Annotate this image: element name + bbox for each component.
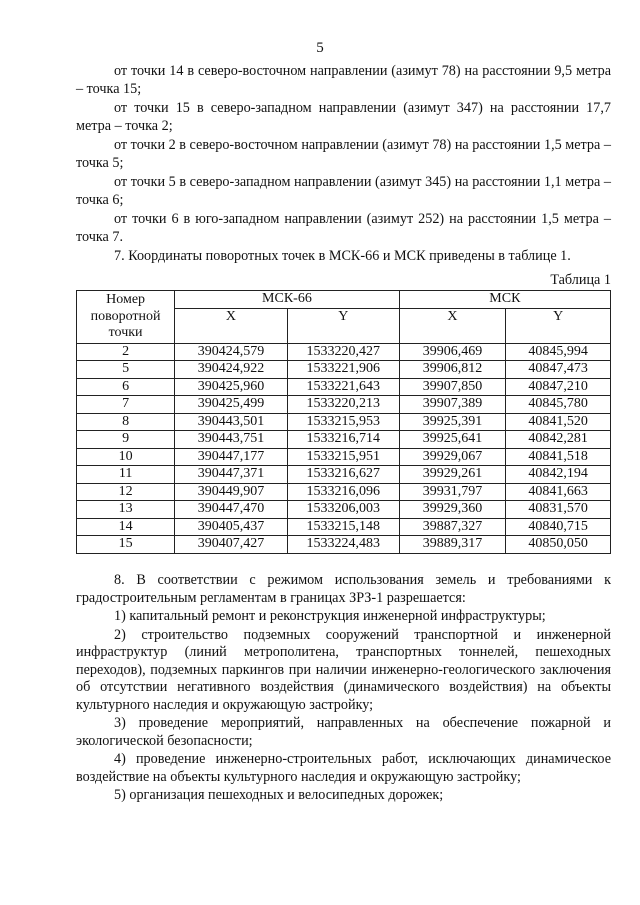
table-cell: 390405,437 xyxy=(175,518,288,536)
table-row xyxy=(77,431,611,449)
table-cell: 390447,371 xyxy=(175,466,288,484)
table-cell: 2 xyxy=(77,343,175,361)
header-msk66: МСК-66 xyxy=(175,291,400,309)
table-cell: 14 xyxy=(77,518,175,536)
list-item: 5) организация пешеходных и велосипедных дорожек; xyxy=(114,787,444,803)
table-cell: 10 xyxy=(77,448,175,466)
table-cell: 390425,499 xyxy=(175,396,288,414)
table-cell: 40841,518 xyxy=(506,448,611,466)
list-item: 2) строительство подземных сооружений транспортной и инженерной инфраструктур (линий метрополитена, транспортных тоннелей, пешеходных переходов), подземных паркингов при наличии инженерно-геологического заключения об отсутствии негативного воздействия (динамического воздействия) на объекты культурного наследия и окружающую застройку; xyxy=(76,626,611,713)
table-cell: 390407,427 xyxy=(175,536,288,554)
table-cell: 40831,570 xyxy=(506,501,611,519)
table-cell: 39929,360 xyxy=(399,501,506,519)
coordinates-table xyxy=(76,290,611,554)
header-x: X xyxy=(399,308,506,343)
table-cell: 40845,994 xyxy=(506,343,611,361)
table-cell: 1533216,096 xyxy=(287,483,399,501)
table-cell: 1533206,003 xyxy=(287,501,399,519)
table-cell: 1533221,643 xyxy=(287,378,399,396)
table-cell: 40840,715 xyxy=(506,518,611,536)
table-cell: 390447,177 xyxy=(175,448,288,466)
table-cell: 40847,210 xyxy=(506,378,611,396)
intro-text xyxy=(76,63,611,266)
page-number: 5 xyxy=(316,40,324,56)
header-msk: МСК xyxy=(399,291,610,309)
table-row xyxy=(77,396,611,414)
table-row xyxy=(77,536,611,554)
table-cell: 9 xyxy=(77,431,175,449)
header-x: X xyxy=(175,308,288,343)
paragraph: 8. В соответствии с режимом использования земель и требованиями к градостроительным регламентам в границах ЗРЗ-1 разрешается: xyxy=(76,572,611,606)
list-item: 3) проведение мероприятий, направленных на обеспечение пожарной и экологической безопасности; xyxy=(76,715,611,749)
section-8-text xyxy=(76,572,611,805)
table-cell: 39929,261 xyxy=(399,466,506,484)
table-row xyxy=(77,378,611,396)
table-cell: 1533215,148 xyxy=(287,518,399,536)
paragraph: от точки 2 в северо-восточном направлении (азимут 78) на расстоянии 1,5 метра – точка 5; xyxy=(76,137,611,171)
table-cell: 1533220,427 xyxy=(287,343,399,361)
table-cell: 39906,469 xyxy=(399,343,506,361)
table-cell: 1533224,483 xyxy=(287,536,399,554)
header-y: Y xyxy=(287,308,399,343)
header-point-number: Номер поворотной точки xyxy=(77,291,175,344)
table-cell: 39887,327 xyxy=(399,518,506,536)
table-cell: 390449,907 xyxy=(175,483,288,501)
list-item: 1) капитальный ремонт и реконструкция инженерной инфраструктуры; xyxy=(114,608,546,624)
table-row xyxy=(77,413,611,431)
paragraph: от точки 5 в северо-западном направлении (азимут 345) на расстоянии 1,1 метра – точка 6; xyxy=(76,174,611,208)
paragraph: 7. Координаты поворотных точек в МСК-66 и МСК приведены в таблице 1. xyxy=(114,248,571,264)
table-cell: 40841,520 xyxy=(506,413,611,431)
table-cell: 5 xyxy=(77,361,175,379)
table-row xyxy=(77,466,611,484)
table-cell: 39925,391 xyxy=(399,413,506,431)
paragraph: от точки 15 в северо-западном направлении (азимут 347) на расстоянии 17,7 метра – точка 2; xyxy=(76,100,611,134)
table-cell: 390443,501 xyxy=(175,413,288,431)
table-cell: 40842,194 xyxy=(506,466,611,484)
header-y: Y xyxy=(506,308,611,343)
table-cell: 40847,473 xyxy=(506,361,611,379)
paragraph: от точки 6 в юго-западном направлении (азимут 252) на расстоянии 1,5 метра – точка 7. xyxy=(76,211,611,245)
table-cell: 1533215,953 xyxy=(287,413,399,431)
table-row xyxy=(77,483,611,501)
table-cell: 40845,780 xyxy=(506,396,611,414)
table-cell: 40841,663 xyxy=(506,483,611,501)
table-cell: 15 xyxy=(77,536,175,554)
table-cell: 40842,281 xyxy=(506,431,611,449)
table-cell: 11 xyxy=(77,466,175,484)
table-cell: 39925,641 xyxy=(399,431,506,449)
table-cell: 390424,922 xyxy=(175,361,288,379)
table-cell: 1533216,714 xyxy=(287,431,399,449)
table-cell: 1533220,213 xyxy=(287,396,399,414)
table-cell: 7 xyxy=(77,396,175,414)
table-cell: 39889,317 xyxy=(399,536,506,554)
table-cell: 12 xyxy=(77,483,175,501)
table-cell: 6 xyxy=(77,378,175,396)
table-cell: 8 xyxy=(77,413,175,431)
paragraph: от точки 14 в северо-восточном направлении (азимут 78) на расстоянии 9,5 метра – точка 15; xyxy=(76,63,611,97)
table-cell: 39931,797 xyxy=(399,483,506,501)
table-cell: 390424,579 xyxy=(175,343,288,361)
table-row xyxy=(77,448,611,466)
table-cell: 1533215,951 xyxy=(287,448,399,466)
table-cell: 390443,751 xyxy=(175,431,288,449)
table-cell: 39906,812 xyxy=(399,361,506,379)
list-item: 4) проведение инженерно-строительных работ, исключающих динамическое воздействие на объекты культурного наследия и окружающую застройку; xyxy=(76,751,611,785)
table-row xyxy=(77,343,611,361)
table-cell: 13 xyxy=(77,501,175,519)
table-cell: 39907,850 xyxy=(399,378,506,396)
table-cell: 390425,960 xyxy=(175,378,288,396)
table-cell: 1533216,627 xyxy=(287,466,399,484)
table-cell: 1533221,906 xyxy=(287,361,399,379)
table-cell: 40850,050 xyxy=(506,536,611,554)
table-row xyxy=(77,518,611,536)
table-cell: 39907,389 xyxy=(399,396,506,414)
table-caption: Таблица 1 xyxy=(550,272,611,288)
table-cell: 390447,470 xyxy=(175,501,288,519)
table-row xyxy=(77,361,611,379)
table-cell: 39929,067 xyxy=(399,448,506,466)
table-row xyxy=(77,501,611,519)
